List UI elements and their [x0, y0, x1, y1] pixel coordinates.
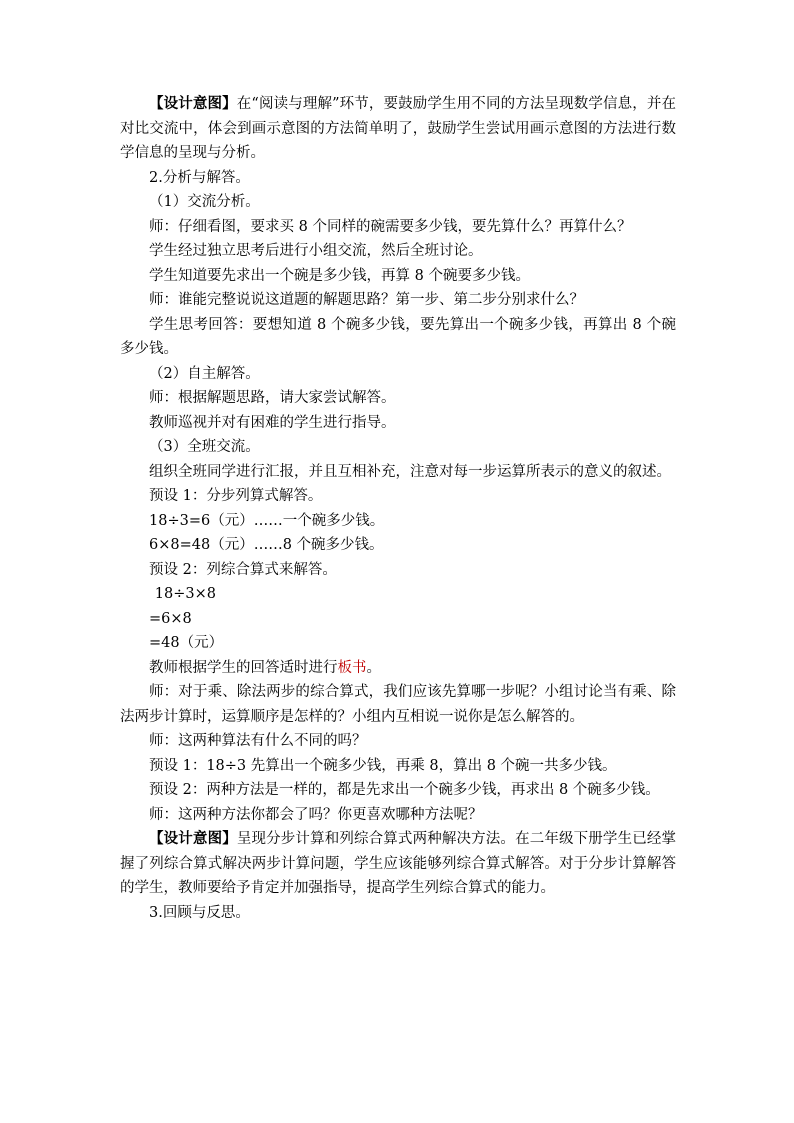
student-answer-1: 学生思考回答：要想知道 8 个碗多少钱，要先算出一个碗多少钱，再算出 8 个碗多少钱。	[120, 316, 676, 357]
design-intent-label: 【设计意图】	[149, 830, 237, 847]
preset-1-answer: 预设 1：18÷3 先算出一个碗多少钱，再乘 8，算出 8 个碗一共多少钱。	[149, 757, 617, 774]
design-intent-paragraph-2: 【设计意图】呈现分步计算和列综合算式两种解决方法。在二年级下册学生已经掌握了列综合算式解决两步计算问题，学生应该能够列综合算式解答。对于分步计算解答的学生，教师要给予肯定并加强指导，提高学生列综合算式的能力。	[120, 830, 676, 896]
subheading-self-solve: （2）自主解答。	[149, 365, 260, 382]
blackboard-link-text: 板书	[337, 659, 367, 676]
teacher-question-4: 师：这两种算法有什么不同的吗？	[149, 733, 367, 749]
teacher-instruction-1: 师：根据解题思路，请大家尝试解答。	[149, 390, 396, 406]
preset-2-label: 预设 2：列综合算式来解答。	[149, 561, 337, 578]
teacher-activity-1: 教师巡视并对有困难的学生进行指导。	[149, 414, 396, 431]
subheading-exchange-analysis: （1）交流分析。	[149, 194, 260, 210]
teacher-question-3: 师：对于乘、除法两步的综合算式，我们应该先算哪一步呢？小组讨论当有乘、除法两步计算时，运算顺序是怎样的？小组内互相说一说你是怎么解答的。	[120, 684, 676, 725]
teacher-question-1: 师：仔细看图，要求买 8 个同样的碗需要多少钱，要先算什么？再算什么？	[149, 218, 632, 235]
teacher-question-2: 师：谁能完整说说这道题的解题思路？第一步、第二步分别求什么？	[149, 292, 584, 308]
preset-1-label: 预设 1：分步列算式解答。	[149, 488, 323, 504]
combined-equation-line-1: 18÷3×8	[154, 586, 216, 602]
student-activity-1: 学生经过独立思考后进行小组交流，然后全班讨论。	[149, 243, 483, 259]
teacher-question-5: 师：这两种方法你都会了吗？你更喜欢哪种方法呢？	[149, 806, 483, 823]
equation-step-1: 18÷3=6（元）……一个碗多少钱。	[149, 512, 385, 529]
blackboard-note: 教师根据学生的回答适时进行板书。	[149, 659, 381, 676]
design-intent-paragraph-1: 【设计意图】在“阅读与理解”环节，要鼓励学生用不同的方法呈现数学信息，并在对比交流中，体会到画示意图的方法简单明了，鼓励学生尝试用画示意图的方法进行数学信息的呈现与分析。	[120, 95, 676, 161]
equation-step-2: 6×8=48（元）……8 个碗多少钱。	[149, 537, 384, 553]
combined-equation-line-2: =6×8	[149, 610, 192, 627]
preset-2-answer: 预设 2：两种方法是一样的，都是先求出一个碗多少钱，再求出 8 个碗多少钱。	[149, 782, 660, 798]
document-page	[120, 92, 676, 925]
class-report-paragraph: 组织全班同学进行汇报，并且互相补充，注意对每一步运算所表示的意义的叙述。	[149, 463, 671, 480]
design-intent-label: 【设计意图】	[149, 95, 237, 112]
section-heading-analysis: 2.分析与解答。	[149, 169, 250, 186]
combined-equation-line-3: =48（元）	[149, 635, 224, 651]
student-activity-2: 学生知道要先求出一个碗是多少钱，再算 8 个碗要多少钱。	[149, 267, 530, 284]
subheading-class-exchange: （3）全班交流。	[149, 439, 260, 455]
section-heading-review: 3.回顾与反思。	[149, 904, 250, 921]
